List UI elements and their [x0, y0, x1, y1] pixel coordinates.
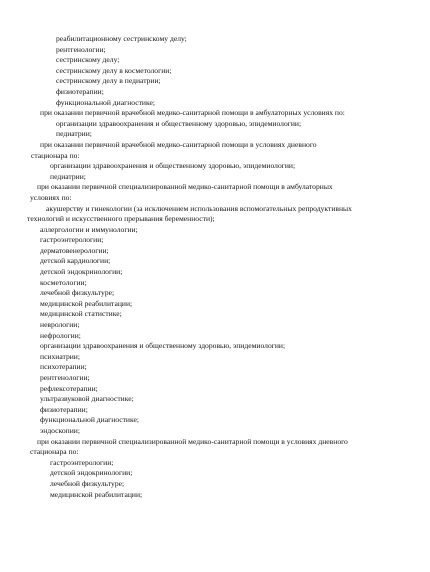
- list-item: рентгенологии;: [40, 373, 90, 382]
- list-item: функциональной диагностике;: [40, 415, 139, 425]
- section-heading: при оказании первичной специализированной медико-санитарной помощи в амбулаторных: [37, 182, 333, 192]
- section-heading-continuation: условиях по:: [30, 192, 72, 202]
- section-heading-continuation: стационара по:: [30, 447, 79, 457]
- list-item: реабилитационному сестринскому делу;: [56, 34, 187, 43]
- list-item: рентгенологии;: [56, 44, 106, 54]
- list-item: гастроэнтерологии;: [40, 235, 104, 245]
- list-item: психотерапии;: [40, 362, 87, 372]
- list-item: эндоскопии;: [40, 425, 80, 435]
- section-heading: при оказании первичной врачебной медико-санитарной помощи в амбулаторных условиях по:: [40, 108, 345, 118]
- list-item: детской кардиологии;: [40, 256, 111, 266]
- list-item: медицинской статистике;: [40, 309, 122, 319]
- list-item: сестринскому делу;: [56, 55, 120, 65]
- list-item: неврологии;: [40, 320, 80, 330]
- list-item: сестринскому делу в косметологии;: [56, 65, 172, 75]
- list-item: психиатрии;: [40, 351, 80, 361]
- list-item: аллергологии и иммунологии;: [40, 224, 138, 234]
- list-item-continuation: технологий и искусственного прерывания беременности);: [27, 214, 215, 224]
- list-item: медицинской реабилитации;: [50, 489, 143, 499]
- document-text: [0, 34, 430, 500]
- section-heading: при оказании первичной специализированной медико-санитарной помощи в условиях дневного: [37, 436, 348, 446]
- list-item: косметологии;: [40, 277, 87, 287]
- list-item: педиатрии;: [56, 129, 92, 139]
- list-item: организации здравоохранения и общественному здоровью, эпидемиологии;: [50, 161, 296, 171]
- list-item: физиотерапии;: [56, 86, 104, 96]
- list-item: акушерству и гинекологии (за исключением использования вспомогательных репродуктивных: [46, 203, 352, 213]
- section-heading: при оказании первичной врачебной медико-санитарной помощи в условиях дневного: [40, 139, 317, 149]
- list-item: педиатрии;: [50, 171, 86, 181]
- list-item: организации здравоохранения и общественному здоровью, эпидемиологии;: [56, 118, 302, 128]
- list-item: медицинской реабилитации;: [40, 298, 133, 308]
- list-item: нефрологии;: [40, 330, 81, 340]
- list-item: сестринскому делу в педиатрии;: [56, 76, 161, 86]
- list-item: ультразвуковой диагностике;: [40, 394, 134, 404]
- list-item: лечебной физкультуре;: [40, 288, 115, 298]
- list-item: дерматовенерологии;: [40, 245, 109, 255]
- list-item: лечебной физкультуре;: [50, 478, 125, 488]
- list-item: физиотерапии;: [40, 404, 88, 414]
- list-item: организации здравоохранения и общественному здоровью, эпидемиологии;: [40, 341, 286, 351]
- list-item: рефлексотерапии;: [40, 383, 98, 393]
- list-item: детской эндокринологии;: [50, 468, 133, 478]
- list-item: функциональной диагностике;: [56, 97, 155, 107]
- list-item: гастроэнтерологии;: [50, 457, 114, 467]
- list-item: детской эндокринологии;: [40, 267, 123, 277]
- section-heading-continuation: стационара по:: [31, 150, 80, 160]
